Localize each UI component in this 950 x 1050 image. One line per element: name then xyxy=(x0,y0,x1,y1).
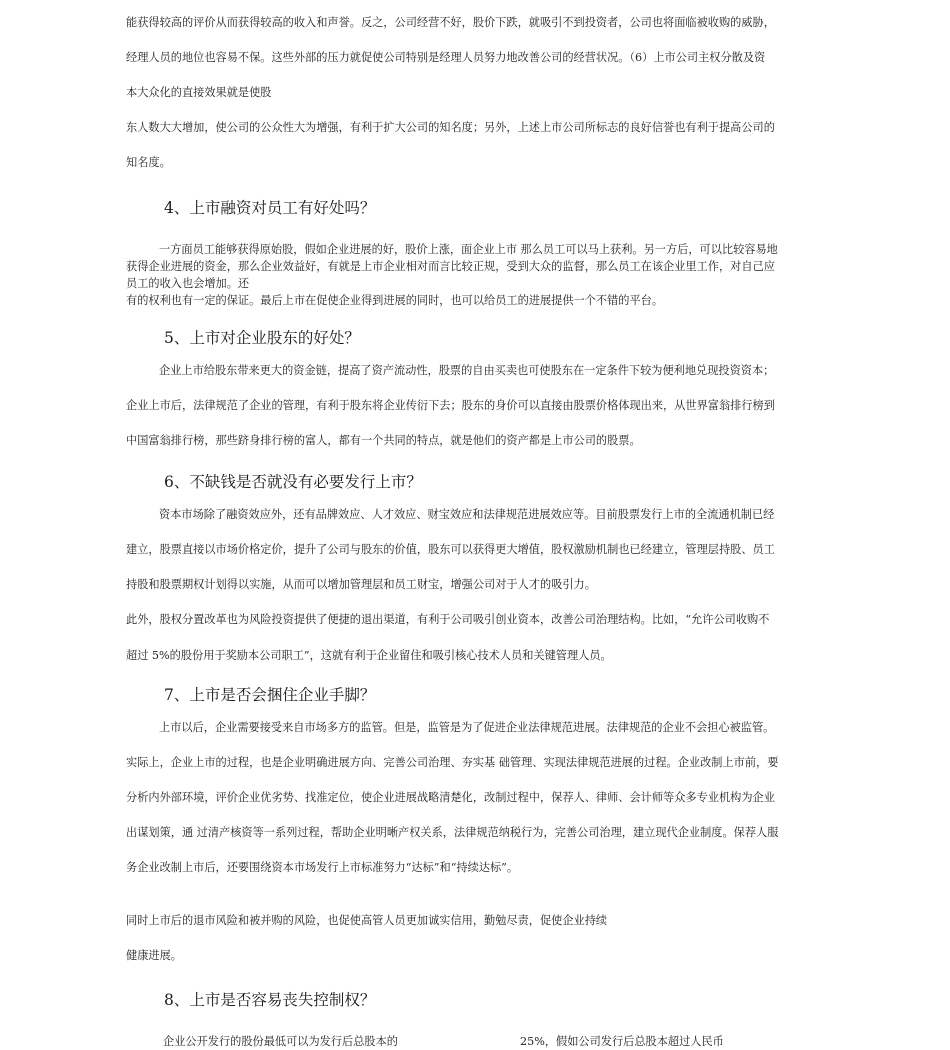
paragraph-line: 企业公开发行的股份最低可以为发行后总股本的 xyxy=(163,1035,398,1048)
paragraph-line: 获得企业进展的资金，那么企业效益好，有就是上市企业相对而言比较正规，受到大众的监督，那么员工在该企业里工作，对自己应 xyxy=(126,260,775,273)
paragraph-line: 能获得较高的评价从而获得较高的收入和声誉。反之，公司经营不好，股价下跌，就吸引不到投资者，公司也将面临被收购的威胁， xyxy=(126,16,775,29)
paragraph-line: 企业上市给股东带来更大的资金链，提高了资产流动性，股票的自由买卖也可使股东在一定条件下较为便利地兑现投资资本； xyxy=(159,364,775,377)
paragraph-line: 健康进展。 xyxy=(126,949,182,962)
paragraph-line: 分析内外部环境，评价企业优劣势、找准定位，使企业进展战略清楚化，改制过程中，保荐人、律师、会计师等众多专业机构为企业 xyxy=(126,791,775,804)
paragraph-line: 此外，股权分置改革也为风险投资提供了便捷的退出渠道，有利于公司吸引创业资本，改善公司治理结构。比如，“允许公司收购不 xyxy=(126,613,770,626)
paragraph-line: 有的权利也有一定的保证。最后上市在促使企业得到进展的同时，也可以给员工的进展提供一个不错的平台。 xyxy=(126,294,664,307)
paragraph-line: 建立，股票直接以市场价格定价，提升了公司与股东的价值，股东可以获得更大增值，股权激励机制也已经建立，管理层持股、员工 xyxy=(126,543,775,556)
paragraph-line: 本大众化的直接效果就是使股 xyxy=(126,86,272,99)
paragraph-line: 知名度。 xyxy=(126,156,171,169)
paragraph-line: 实际上，企业上市的过程，也是企业明确进展方向、完善公司治理、夯实基 础管理、实现法律规范进展的过程。企业改制上市前，要 xyxy=(126,756,779,769)
section-heading: 6、不缺钱是否就没有必要发行上市？ xyxy=(164,473,422,491)
section-heading: 5、上市对企业股东的好处？ xyxy=(164,329,360,347)
paragraph-line: 持股和股票期权计划得以实施，从而可以增加管理层和员工财宝，增强公司对于人才的吸引力。 xyxy=(126,578,596,591)
paragraph-line: 超过 5%的股份用于奖励本公司职工”，这就有利于企业留住和吸引核心技术人员和关键管理人员。 xyxy=(126,649,612,662)
section-heading: 4、上市融资对员工有好处吗？ xyxy=(164,199,376,217)
paragraph-line: 出谋划策，通 过清产核资等一系列过程，帮助企业明晰产权关系，法律规范纳税行为，完善公司治理，建立现代企业制度。保荐人服 xyxy=(126,826,779,839)
paragraph-line: 一方面员工能够获得原始股，假如企业进展的好，股价上涨，面企业上市 那么员工可以马上获利。另一方后，可以比较容易地 xyxy=(159,243,778,256)
paragraph-line: 员工的收入也会增加。还 xyxy=(126,277,250,290)
paragraph-line: 东人数大大增加，使公司的公众性大为增强，有利于扩大公司的知名度；另外，上述上市公司所标志的良好信誉也有利于提高公司的 xyxy=(126,121,775,134)
paragraph-line: 经理人员的地位也容易不保。这些外部的压力就促使公司特别是经理人员努力地改善公司的经营状况。（6）上市公司主权分散及资 xyxy=(126,51,766,64)
paragraph-line: 同时上市后的退市风险和被并购的风险，也促使高管人员更加诚实信用，勤勉尽责，促使企业持续 xyxy=(126,914,608,927)
paragraph-line: 企业上市后，法律规范了企业的管理，有利于股东将企业传衍下去；股东的身价可以直接由股票价格体现出来，从世界富翁排行榜到 xyxy=(126,399,775,412)
section-heading: 8、上市是否容易丧失控制权？ xyxy=(164,991,376,1009)
paragraph-line: 务企业改制上市后，还要围绕资本市场发行上市标准努力“达标”和“持续达标”。 xyxy=(126,861,519,874)
paragraph-line: 上市以后，企业需要接受来自市场多方的监管。但是，监管是为了促进企业法律规范进展。法律规范的企业不会担心被监管。 xyxy=(159,721,775,734)
paragraph-line: 资本市场除了融资效应外，还有品牌效应、人才效应、财宝效应和法律规范进展效应等。目前股票发行上市的全流通机制已经 xyxy=(159,508,775,521)
paragraph-line: 中国富翁排行榜，那些跻身排行榜的富人，都有一个共同的特点，就是他们的资产都是上市公司的股票。 xyxy=(126,434,641,447)
section-heading: 7、上市是否会捆住企业手脚？ xyxy=(164,686,376,704)
paragraph-line: 25%，假如公司发行后总股本超过人民币 xyxy=(520,1035,724,1048)
